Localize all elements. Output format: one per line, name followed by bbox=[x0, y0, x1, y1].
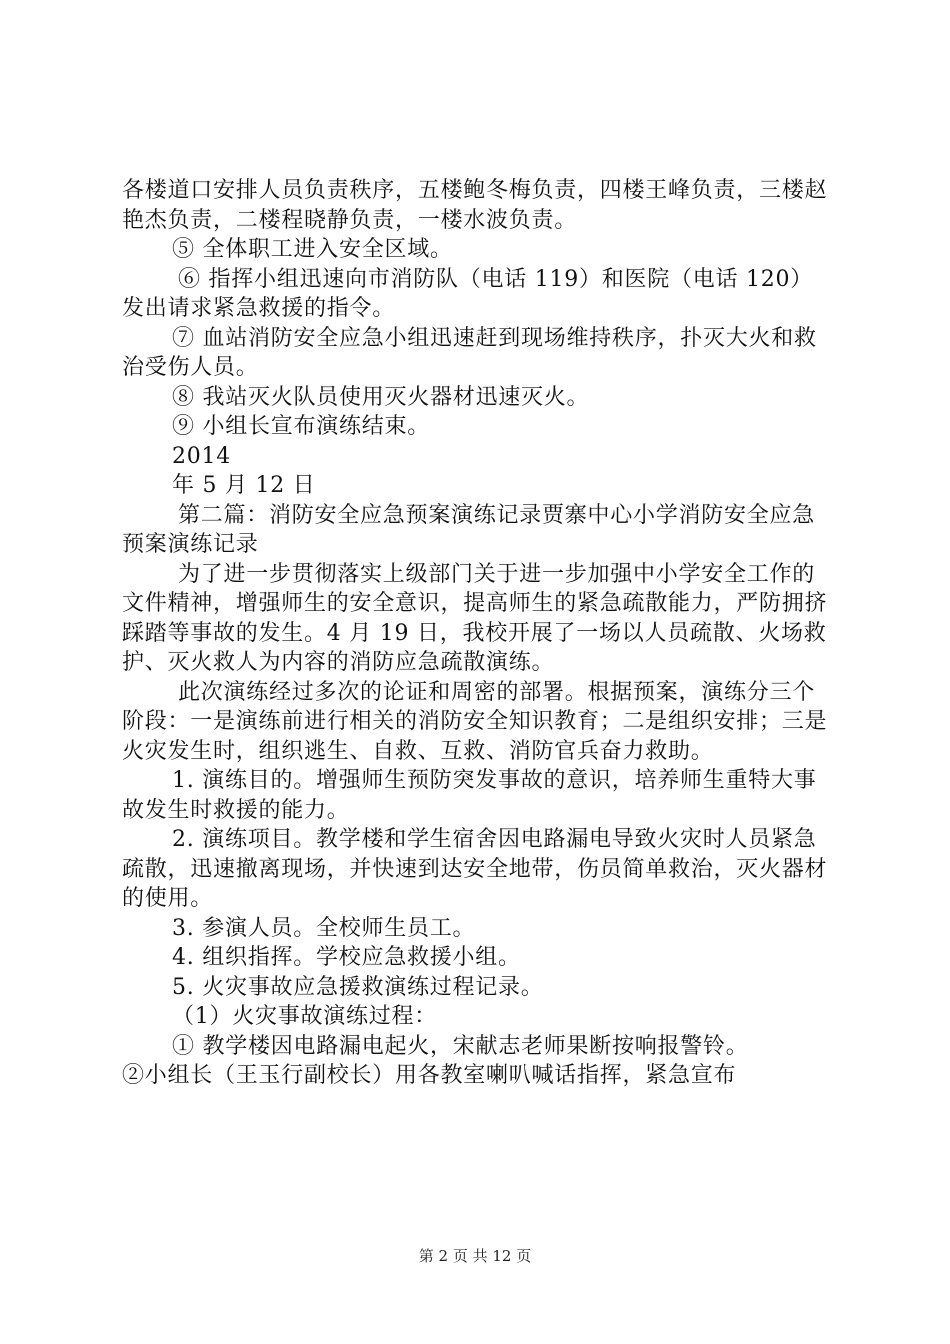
list-item-command: 4. 组织指挥。学校应急救援小组。 bbox=[172, 945, 521, 970]
paragraph-step-7: ⑦ 血站消防安全应急小组迅速赶到现场维持秩序，扑灭大火和救治受伤人员。 bbox=[122, 325, 817, 380]
subheading-drill-process: （1）火灾事故演练过程： bbox=[172, 1004, 437, 1029]
list-item-record: 5. 火灾事故应急援救演练过程记录。 bbox=[172, 974, 544, 1000]
paragraph-step-8: ⑧ 我站灭火队员使用灭火器材迅速灭火。 bbox=[172, 384, 590, 410]
paragraph-process-step-2: ②小组长（王玉行副校长）用各教室喇叭喊话指挥，紧急宣布 bbox=[122, 1063, 737, 1088]
paragraph-step-6: ⑥ 指挥小组迅速向市消防队（电话 119）和医院（电话 120）发出请求紧急救援的指令。 bbox=[122, 266, 813, 321]
paragraph-year: 2014 bbox=[172, 443, 231, 469]
paragraph-step-5: ⑤ 全体职工进入安全区域。 bbox=[172, 237, 453, 262]
paragraph-date: 年 5 月 12 日 bbox=[172, 473, 316, 498]
list-item-project: 2. 演练项目。教学楼和学生宿舍因电路漏电导致火灾时人员紧急疏散，迅速撤离现场，并快速到达安全地带，伤员简单救治，灭火器材的使用。 bbox=[122, 827, 828, 911]
paragraph-floor-duties: 各楼道口安排人员负责秩序，五楼鲍冬梅负责，四楼王峰负责，三楼赵艳杰负责，二楼程晓静负责，一楼水波负责。 bbox=[122, 178, 828, 233]
section-heading-part-two: 第二篇：消防安全应急预案演练记录贾寨中心小学消防安全应急预案演练记录 bbox=[122, 502, 816, 557]
paragraph-step-9: ⑨ 小组长宣布演练结束。 bbox=[172, 414, 430, 439]
paragraph-intro: 为了进一步贯彻落实上级部门关于进一步加强中小学安全工作的文件精神，增强师生的安全意识，提高师生的紧急疏散能力，严防拥挤踩踏等事故的发生。4 月 19 日，我校开展了一场以人员疏散、火场救护、灭火救人为内容的消防应急疏散演练。 bbox=[122, 561, 828, 675]
paragraph-deployment: 此次演练经过多次的论证和周密的部署。根据预案，演练分三个阶段：一是演练前进行相关的消防安全知识教育；二是组织安排；三是火灾发生时，组织逃生、自救、互救、消防官兵奋力救助。 bbox=[122, 679, 828, 764]
list-item-purpose: 1. 演练目的。增强师生预防突发事故的意识，培养师生重特大事故发生时救援的能力。 bbox=[122, 768, 817, 823]
list-item-participants: 3. 参演人员。全校师生员工。 bbox=[172, 915, 476, 941]
paragraph-process-step-1: ① 教学楼因电路漏电起火，宋献志老师果断按响报警铃。 bbox=[172, 1033, 749, 1059]
page-number-footer: 第 2 页 共 12 页 bbox=[418, 1247, 532, 1265]
document-body bbox=[122, 176, 834, 1091]
